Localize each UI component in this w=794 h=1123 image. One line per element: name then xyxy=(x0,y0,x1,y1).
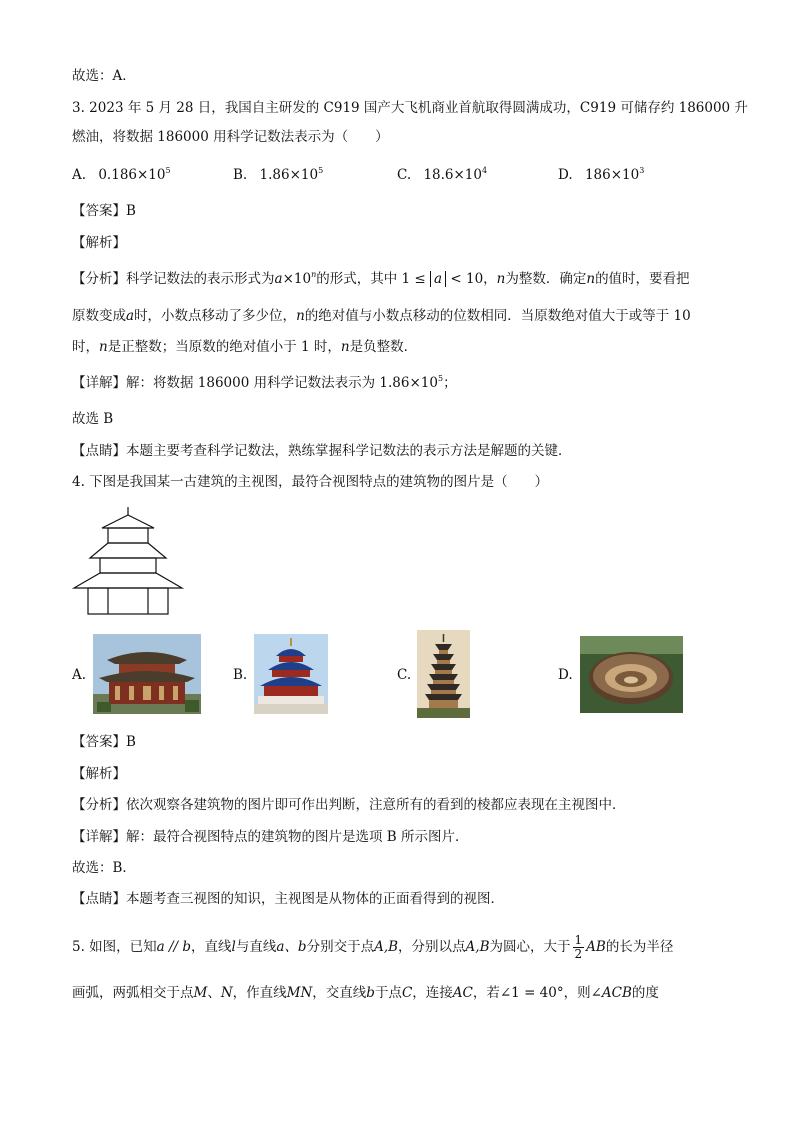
option-value: 1.86×10 xyxy=(259,167,319,183)
q5-text: 于点 xyxy=(374,985,402,1001)
roof-2 xyxy=(90,543,166,558)
q5-text: 与直线 xyxy=(235,939,277,955)
storey-2 xyxy=(100,558,156,573)
var-l: l xyxy=(231,939,236,955)
detail-exp: 5 xyxy=(437,374,444,383)
point-m: M xyxy=(193,985,208,1001)
prev-answer: 故选：A． xyxy=(72,68,136,84)
q4-option-d-label: D. xyxy=(558,667,573,683)
detail-value: 1.86×10 xyxy=(379,375,438,391)
fraction-denominator: 2 xyxy=(574,947,583,961)
fenxi-text: 是负整数． xyxy=(349,339,418,355)
answer-value: B xyxy=(126,734,136,750)
q3-stem-line1: 3. 2023 年 5 月 28 日，我国自主研发的 C919 国产大飞机商业首航取得圆满成功，C919 可储存约 186000 升 xyxy=(72,100,748,116)
angle-acb: ∠ACB xyxy=(590,985,632,1001)
var-n: n xyxy=(586,271,596,287)
storey-1 xyxy=(108,528,148,543)
q3-choose: 故选 B xyxy=(72,411,114,427)
abs-a: a xyxy=(430,271,446,287)
detail-end: ； xyxy=(443,375,457,391)
q4-analysis-tag: 【解析】 xyxy=(72,766,126,782)
line-mn: MN xyxy=(286,985,313,1001)
formula-a: a xyxy=(274,271,283,287)
option-label: C. xyxy=(397,167,412,183)
pagoda-photo xyxy=(417,630,470,718)
q5-text: 为圆心，大于 xyxy=(489,939,571,955)
option-label: A. xyxy=(72,167,87,183)
points-ab: A,B xyxy=(374,939,399,955)
fenxi-text: 的绝对值与小数点移动的位数相同．当原数绝对值大于或等于 10 xyxy=(304,308,691,324)
q5-text: ，交直线 xyxy=(312,985,367,1001)
fenxi-text: ， xyxy=(483,271,497,287)
temple-of-heaven-photo xyxy=(254,634,328,714)
fenxi-text: 的形式，其中 xyxy=(316,271,398,287)
var-n: n xyxy=(496,271,506,287)
var-b: b xyxy=(366,985,375,1001)
q4-comment xyxy=(72,890,504,908)
q5-text: 的度 xyxy=(631,985,659,1001)
q3-option-d xyxy=(558,166,644,184)
option-exp: 5 xyxy=(165,166,171,175)
var-n: n xyxy=(340,339,350,355)
fenxi-tag: 【分析】 xyxy=(72,271,126,287)
fenxi-text: 科学记数法的表示形式为 xyxy=(126,271,275,287)
fenxi-text: 时， xyxy=(72,339,99,355)
q5-text: 、 xyxy=(207,985,221,1001)
ineq-right: < 10 xyxy=(450,271,484,287)
q5-stem-line2 xyxy=(72,984,659,1002)
var-n: n xyxy=(296,308,305,324)
q4-option-b-label: B. xyxy=(233,667,248,683)
option-exp: 4 xyxy=(482,166,488,175)
point-n: N xyxy=(220,985,233,1001)
q5-text: ，作直线 xyxy=(232,985,287,1001)
option-value: 186×10 xyxy=(584,167,640,183)
var-a: a xyxy=(126,308,135,324)
fenxi-text: 为整数．确定 xyxy=(505,271,587,287)
detail-tag: 【详解】 xyxy=(72,829,126,845)
comment-tag: 【点睛】 xyxy=(72,891,126,907)
q5-text: 画弧，两弧相交于点 xyxy=(72,985,194,1001)
option-value: 0.186×10 xyxy=(98,167,166,183)
option-exp: 3 xyxy=(639,166,645,175)
q5-text: ，若 xyxy=(472,985,500,1001)
var-n: n xyxy=(99,339,108,355)
q3-detail xyxy=(72,374,457,392)
q3-fenxi-line2 xyxy=(72,307,691,325)
fenxi-text: 时，小数点移动了多少位， xyxy=(134,308,297,324)
option-exp: 5 xyxy=(318,166,324,175)
segment-ac: AC xyxy=(452,985,473,1001)
fenxi-text: 原数变成 xyxy=(72,308,126,324)
q5-text: ，连接 xyxy=(412,985,453,1001)
q4-detail xyxy=(72,828,469,846)
q5-stem-line1 xyxy=(72,934,673,961)
parallel-expr: a // b xyxy=(156,939,192,955)
points-ab: A,B xyxy=(465,939,490,955)
q5-text: 分别交于点 xyxy=(306,939,375,955)
option-label: B. xyxy=(233,167,248,183)
roof-1 xyxy=(102,515,154,528)
detail-text: 解：最符合视图特点的建筑物的图片是选项 B 所示图片． xyxy=(126,829,469,845)
answer-tag: 【答案】 xyxy=(72,734,126,750)
fenxi-text: 是正整数；当原数的绝对值小于 1 时， xyxy=(107,339,341,355)
var-ab: a、b xyxy=(276,939,307,955)
q3-option-b xyxy=(233,166,323,184)
q5-text: 5. 如图，已知 xyxy=(72,939,157,955)
q3-comment xyxy=(72,442,572,460)
point-c: C xyxy=(401,985,413,1001)
q3-analysis-tag: 【解析】 xyxy=(72,235,126,251)
q5-text: ，则 xyxy=(563,985,591,1001)
detail-text: 解：将数据 186000 用科学记数法表示为 xyxy=(126,375,376,391)
fenxi-text: 的值时，要看把 xyxy=(595,271,690,287)
option-value: 18.6×10 xyxy=(423,167,482,183)
angle-1: ∠1 = 40° xyxy=(499,985,564,1001)
q3-fenxi-line1 xyxy=(72,270,690,288)
q3-fenxi-line3 xyxy=(72,338,417,356)
formula-n: n xyxy=(311,270,317,279)
answer-tag: 【答案】 xyxy=(72,203,126,219)
q3-stem-line2: 燃油，将数据 186000 用科学记数法表示为（ ） xyxy=(72,129,389,145)
fenxi-tag: 【分析】 xyxy=(72,797,126,813)
fenxi-text: 依次观察各建筑物的图片即可作出判断，注意所有的看到的棱都应表现在主视图中． xyxy=(126,797,626,813)
q5-text: 的长为半径 xyxy=(605,939,674,955)
q4-stem: 4. 下图是我国某一古建筑的主视图，最符合视图特点的建筑物的图片是（ ） xyxy=(72,474,549,490)
front-view-diagram xyxy=(72,505,184,617)
fraction-numerator: 1 xyxy=(574,933,583,947)
q4-fenxi xyxy=(72,796,626,814)
formula-times10: ×10 xyxy=(282,271,312,287)
q5-text: ，直线 xyxy=(191,939,232,955)
roof-3 xyxy=(74,573,182,588)
q3-answer xyxy=(72,202,136,220)
detail-tag: 【详解】 xyxy=(72,375,126,391)
answer-value: B xyxy=(126,203,136,219)
ineq-left: 1 ≤ xyxy=(401,271,426,287)
q4-choose: 故选：B． xyxy=(72,860,136,876)
comment-text: 本题主要考查科学记数法，熟练掌握科学记数法的表示方法是解题的关键． xyxy=(126,443,572,459)
q4-option-a-label: A. xyxy=(72,667,87,683)
base-storey xyxy=(88,588,168,614)
comment-text: 本题考查三视图的知识，主视图是从物体的正面看得到的视图． xyxy=(126,891,504,907)
segment-ab: AB xyxy=(586,939,606,955)
q3-option-c xyxy=(397,166,487,184)
pavilion-photo xyxy=(93,634,201,714)
q4-answer xyxy=(72,733,136,751)
tulou-photo xyxy=(580,636,683,713)
q5-text: ，分别以点 xyxy=(398,939,466,955)
fraction-half xyxy=(573,934,585,961)
q3-option-a xyxy=(72,166,171,184)
comment-tag: 【点睛】 xyxy=(72,443,126,459)
option-label: D. xyxy=(558,167,573,183)
q4-option-c-label: C. xyxy=(397,667,412,683)
